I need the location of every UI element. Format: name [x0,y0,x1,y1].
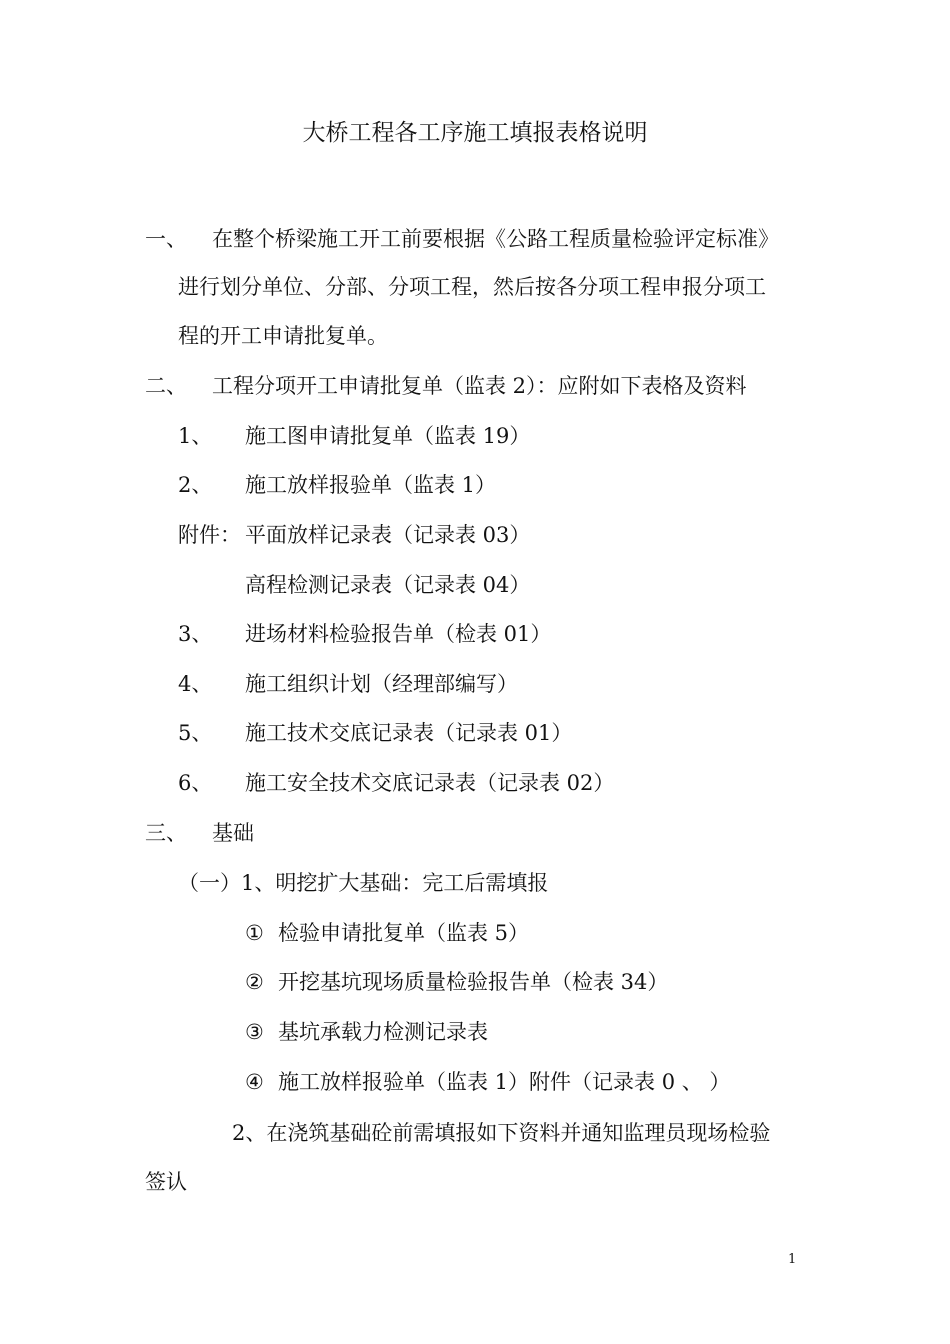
section-1-line-1: 在整个桥梁施工开工前要根据《公路工程质量检验评定标准》 [212,227,779,251]
list-item-number: 5、 [178,721,213,745]
document-title: 大桥工程各工序施工填报表格说明 [302,120,648,146]
list-item-text: 施工技术交底记录表（记录表 01） [245,721,573,745]
list-item-text: 施工组织计划（经理部编写） [245,672,518,696]
subsection-item-2-line-1: 2、在浇筑基础砼前需填报如下资料并通知监理员现场检验 [232,1121,771,1145]
list-item-text: 进场材料检验报告单（检表 01） [245,622,552,646]
list-item-number: 3、 [178,622,213,646]
subsection-item-2-line-2: 签认 [145,1170,187,1194]
circled-item-marker: ② [245,970,264,994]
circled-item-marker: ① [245,921,264,945]
section-1-line-2: 进行划分单位、分部、分项工程，然后按各分项工程申报分项工 [178,275,766,299]
circled-item-marker: ④ [245,1070,264,1094]
section-3-number: 三、 [145,821,187,845]
circled-item-text: 施工放样报验单（监表 1）附件（记录表 0 、 ） [278,1070,731,1094]
section-2-heading: 工程分项开工申请批复单（监表 2）：应附如下表格及资料 [212,374,747,398]
attachment-label: 附件： [178,523,241,547]
circled-item-marker: ③ [245,1020,264,1044]
attachment-item-2: 高程检测记录表（记录表 04） [245,573,531,597]
list-item-number: 4、 [178,672,213,696]
section-2-number: 二、 [145,374,187,398]
circled-item-text: 基坑承载力检测记录表 [278,1020,488,1044]
circled-item-text: 检验申请批复单（监表 5） [278,921,530,945]
list-item-text: 施工安全技术交底记录表（记录表 02） [245,771,615,795]
list-item-text: 施工图申请批复单（监表 19） [245,424,531,448]
subsection-1-heading: （一）1、明挖扩大基础：完工后需填报 [178,871,549,895]
list-item-number: 6、 [178,771,213,795]
list-item-text: 施工放样报验单（监表 1） [245,473,497,497]
circled-item-text: 开挖基坑现场质量检验报告单（检表 34） [278,970,669,994]
section-1-number: 一、 [145,227,187,251]
page-number: 1 [788,1252,797,1267]
section-1-line-3: 程的开工申请批复单。 [178,324,388,348]
list-item-number: 2、 [178,473,213,497]
list-item-number: 1、 [178,424,213,448]
attachment-item-1: 平面放样记录表（记录表 03） [245,523,531,547]
section-3-heading: 基础 [212,821,254,845]
